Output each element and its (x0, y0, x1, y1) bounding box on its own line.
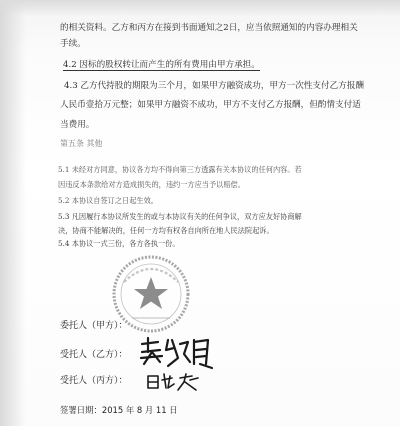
party-a-label: 委托人（甲方）： (60, 321, 128, 331)
scan-shadow-left (0, 0, 26, 426)
clause-4-3-line-3: 当费用。 (60, 120, 95, 130)
party-c-label: 受托人（丙方）： (60, 376, 128, 386)
clause-4-2 (63, 61, 260, 70)
scan-shadow-top (0, 0, 400, 16)
clause-4-1-tail-line-1: 的相关资料。乙方和丙方在接到书面通知之2日，应当依照通知的内容办理相关 (60, 23, 358, 33)
clause-5-1-line-2: 因违反本条款给对方造成损失的，违约一方应当予以赔偿。 (58, 180, 245, 189)
clause-5-3-line-2: 决，协商不能解决的，任何一方均有权各自向所在地人民法院起诉。 (58, 226, 274, 235)
clause-4-3-line-2: 人民币壹拾万元整；如果甲方融资不成功，甲方不支付乙方报酬，但酌情支付适 (60, 100, 361, 110)
section-5-heading: 第五条 其他 (60, 139, 103, 148)
clause-4-2-text: 4.2 因标的股权转让而产生的所有费用由甲方承担。 (63, 60, 260, 70)
clause-5-4: 5.4 本协议一式三份，各方各执一份。 (58, 239, 180, 248)
signing-date: 签署日期：2015 年 8 月 11 日 (60, 405, 178, 415)
clause-5-1-line-1: 5.1 未经对方同意，协议各方均不得向第三方透露有关本协议的任何内容。若 (58, 165, 302, 174)
clause-5-2: 5.2 本协议自签订之日起生效。 (58, 196, 158, 205)
clause-4-3-line-1: 4.3 乙方代持股的期限为三个月，如果甲方融资成功，甲方一次性支付乙方报酬 (64, 81, 364, 91)
party-c-handwritten-signature (144, 370, 202, 392)
party-b-label: 受托人（乙方）： (60, 350, 128, 360)
party-b-handwritten-signature (138, 334, 216, 370)
clause-4-1-tail-line-2: 手续。 (60, 39, 86, 49)
clause-5-3-line-1: 5.3 凡因履行本协议所发生的或与本协议有关的任何争议，双方应友好协商解 (58, 212, 302, 221)
